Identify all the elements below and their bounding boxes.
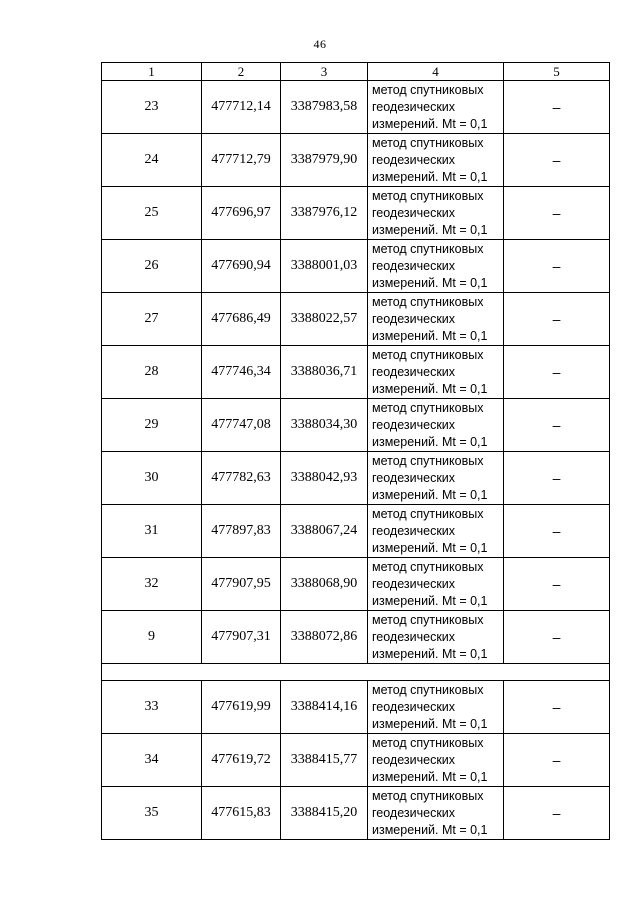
point-number-cell: 25	[102, 187, 202, 240]
table-row	[102, 346, 610, 399]
method-cell: метод спутниковых геодезических измерений. Mt = 0,1	[368, 505, 504, 558]
x-coordinate-cell: 477712,79	[202, 134, 281, 187]
x-coordinate-cell: 477746,34	[202, 346, 281, 399]
point-number-cell: 9	[102, 611, 202, 664]
x-coordinate-cell: 477907,31	[202, 611, 281, 664]
method-cell: метод спутниковых геодезических измерений. Mt = 0,1	[368, 558, 504, 611]
table-row	[102, 681, 610, 734]
y-coordinate-cell: 3387983,58	[281, 81, 368, 134]
point-number-cell: 28	[102, 346, 202, 399]
method-cell: метод спутниковых геодезических измерений. Mt = 0,1	[368, 787, 504, 840]
method-cell: метод спутниковых геодезических измерений. Mt = 0,1	[368, 187, 504, 240]
point-number-cell: 23	[102, 81, 202, 134]
header-cell: 2	[202, 63, 281, 81]
method-cell: метод спутниковых геодезических измерений. Mt = 0,1	[368, 681, 504, 734]
table-row	[102, 787, 610, 840]
y-coordinate-cell: 3388415,77	[281, 734, 368, 787]
header-cell: 5	[504, 63, 610, 81]
y-coordinate-cell: 3387979,90	[281, 134, 368, 187]
method-cell: метод спутниковых геодезических измерений. Mt = 0,1	[368, 399, 504, 452]
point-number-cell: 31	[102, 505, 202, 558]
point-number-cell: 29	[102, 399, 202, 452]
x-coordinate-cell: 477907,95	[202, 558, 281, 611]
separator-row	[102, 664, 610, 681]
table-row	[102, 293, 610, 346]
note-cell: –	[504, 734, 610, 787]
note-cell: –	[504, 240, 610, 293]
table-row	[102, 611, 610, 664]
point-number-cell: 32	[102, 558, 202, 611]
note-cell: –	[504, 293, 610, 346]
x-coordinate-cell: 477897,83	[202, 505, 281, 558]
y-coordinate-cell: 3388415,20	[281, 787, 368, 840]
coordinates-table-body	[102, 63, 610, 840]
header-cell: 4	[368, 63, 504, 81]
y-coordinate-cell: 3388067,24	[281, 505, 368, 558]
point-number-cell: 24	[102, 134, 202, 187]
note-cell: –	[504, 505, 610, 558]
table-row	[102, 134, 610, 187]
note-cell: –	[504, 134, 610, 187]
y-coordinate-cell: 3388042,93	[281, 452, 368, 505]
point-number-cell: 27	[102, 293, 202, 346]
note-cell: –	[504, 452, 610, 505]
page-number: 46	[313, 37, 327, 51]
y-coordinate-cell: 3388001,03	[281, 240, 368, 293]
note-cell: –	[504, 787, 610, 840]
note-cell: –	[504, 681, 610, 734]
note-cell: –	[504, 558, 610, 611]
y-coordinate-cell: 3388036,71	[281, 346, 368, 399]
table-row	[102, 452, 610, 505]
point-number-cell: 33	[102, 681, 202, 734]
x-coordinate-cell: 477747,08	[202, 399, 281, 452]
method-cell: метод спутниковых геодезических измерений. Mt = 0,1	[368, 134, 504, 187]
y-coordinate-cell: 3388414,16	[281, 681, 368, 734]
header-cell: 3	[281, 63, 368, 81]
separator-cell	[102, 664, 610, 681]
x-coordinate-cell: 477782,63	[202, 452, 281, 505]
table-row	[102, 734, 610, 787]
point-number-cell: 30	[102, 452, 202, 505]
method-cell: метод спутниковых геодезических измерений. Mt = 0,1	[368, 81, 504, 134]
y-coordinate-cell: 3388072,86	[281, 611, 368, 664]
method-cell: метод спутниковых геодезических измерений. Mt = 0,1	[368, 240, 504, 293]
y-coordinate-cell: 3388022,57	[281, 293, 368, 346]
method-cell: метод спутниковых геодезических измерений. Mt = 0,1	[368, 346, 504, 399]
table-row	[102, 558, 610, 611]
x-coordinate-cell: 477696,97	[202, 187, 281, 240]
x-coordinate-cell: 477690,94	[202, 240, 281, 293]
note-cell: –	[504, 611, 610, 664]
header-row	[102, 63, 610, 81]
table-row	[102, 505, 610, 558]
x-coordinate-cell: 477619,99	[202, 681, 281, 734]
x-coordinate-cell: 477619,72	[202, 734, 281, 787]
x-coordinate-cell: 477615,83	[202, 787, 281, 840]
table-row	[102, 240, 610, 293]
coordinates-table	[101, 62, 610, 840]
method-cell: метод спутниковых геодезических измерений. Mt = 0,1	[368, 611, 504, 664]
table-row	[102, 399, 610, 452]
table-row	[102, 81, 610, 134]
y-coordinate-cell: 3387976,12	[281, 187, 368, 240]
note-cell: –	[504, 187, 610, 240]
method-cell: метод спутниковых геодезических измерений. Mt = 0,1	[368, 452, 504, 505]
point-number-cell: 26	[102, 240, 202, 293]
table-row	[102, 187, 610, 240]
x-coordinate-cell: 477712,14	[202, 81, 281, 134]
y-coordinate-cell: 3388068,90	[281, 558, 368, 611]
header-cell: 1	[102, 63, 202, 81]
method-cell: метод спутниковых геодезических измерений. Mt = 0,1	[368, 293, 504, 346]
y-coordinate-cell: 3388034,30	[281, 399, 368, 452]
point-number-cell: 35	[102, 787, 202, 840]
x-coordinate-cell: 477686,49	[202, 293, 281, 346]
note-cell: –	[504, 399, 610, 452]
method-cell: метод спутниковых геодезических измерений. Mt = 0,1	[368, 734, 504, 787]
note-cell: –	[504, 346, 610, 399]
note-cell: –	[504, 81, 610, 134]
point-number-cell: 34	[102, 734, 202, 787]
